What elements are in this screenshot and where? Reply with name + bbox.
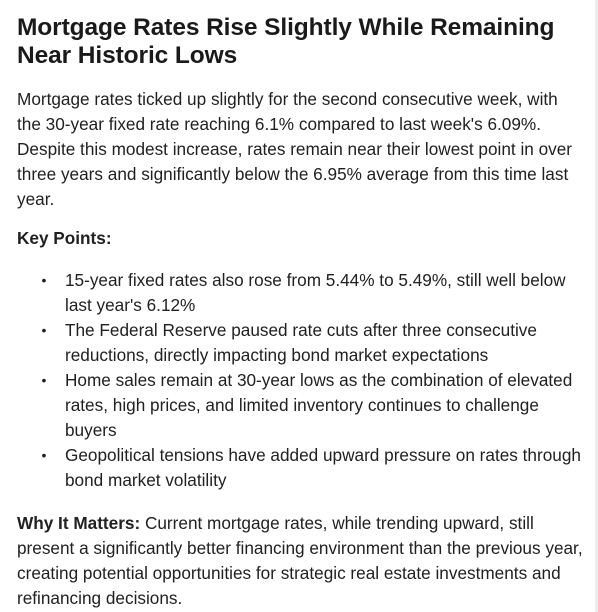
- key-points-list: [17, 268, 583, 493]
- article: [17, 14, 583, 611]
- key-point-item: [41, 268, 583, 318]
- key-point-item: [41, 443, 583, 493]
- why-it-matters-label: Why It Matters:: [17, 513, 141, 533]
- key-point-text: The Federal Reserve paused rate cuts after three consecutive reductions, directly impacting bond market expectations: [65, 320, 537, 365]
- key-points-heading: Key Points:: [17, 228, 112, 248]
- bullet-icon: •: [41, 322, 47, 338]
- key-point-text: 15-year fixed rates also rose from 5.44% to 5.49%, still well below last year's 6.12%: [65, 270, 566, 315]
- intro-paragraph: Mortgage rates ticked up slightly for the second consecutive week, with the 30-year fixed rate reaching 6.1% compared to last week's 6.09%. Despite this modest increase, rates remain near their lowest point in over three years and significantly below the 6.95% average from this time last year.: [17, 89, 573, 209]
- key-point-item: [41, 318, 583, 368]
- key-point-item: [41, 368, 583, 443]
- key-point-text: Home sales remain at 30-year lows as the combination of elevated rates, high prices, and limited inventory continues to challenge buyers: [65, 370, 573, 440]
- article-title: Mortgage Rates Rise Slightly While Remaining Near Historic Lows: [17, 14, 555, 69]
- bullet-icon: •: [41, 447, 47, 463]
- bullet-icon: •: [41, 372, 47, 388]
- why-it-matters-text: Current mortgage rates, while trending upward, still present a significantly better financing environment than the previous year, creating potential opportunities for strategic real estate investments and refinancing decisions.: [17, 513, 583, 608]
- key-point-text: Geopolitical tensions have added upward pressure on rates through bond market volatility: [65, 445, 581, 490]
- bullet-icon: •: [41, 272, 47, 288]
- why-it-matters-paragraph: [17, 511, 583, 611]
